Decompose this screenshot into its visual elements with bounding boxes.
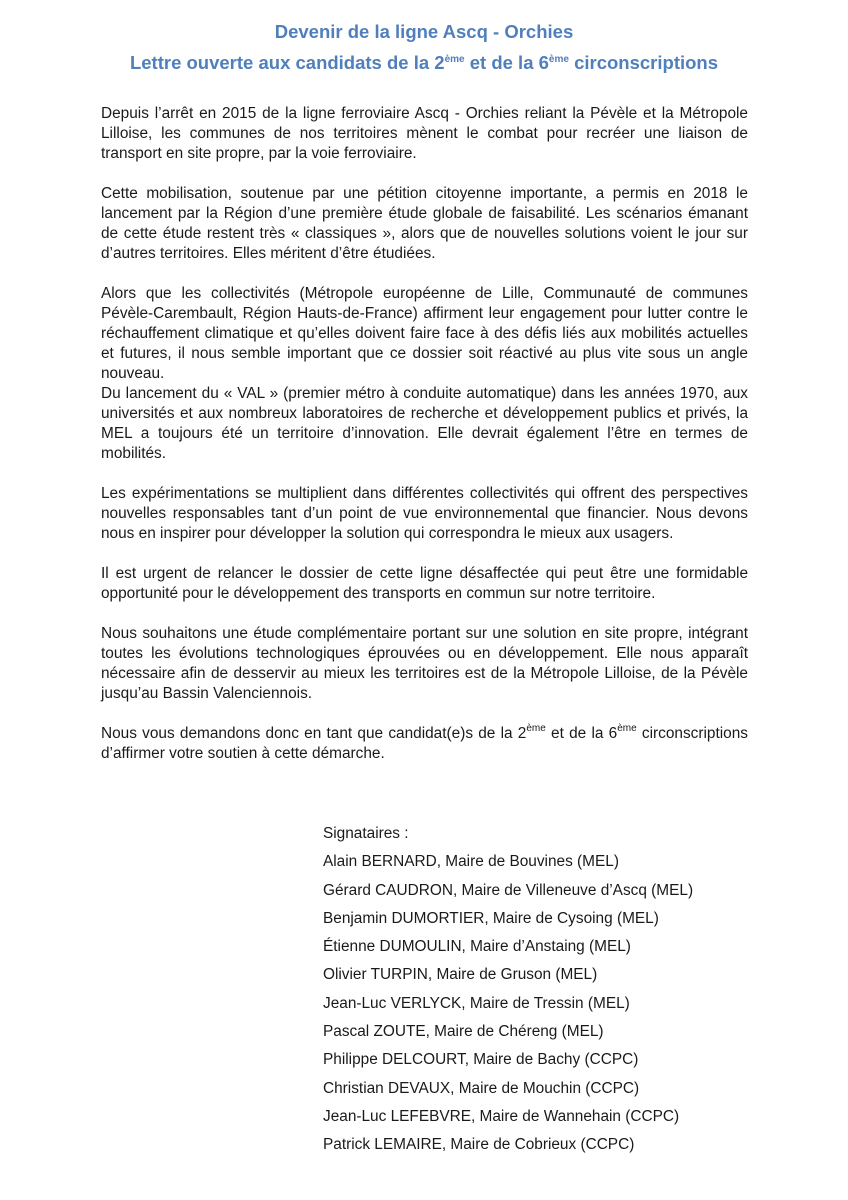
paragraph-4: Du lancement du « VAL » (premier métro à conduite automatique) dans les années 1970, aux universités et aux nombreux laboratoires de recherche et développement publics et privés, la MEL a toujours été un territoire d’innovation. Elle devrait également l’être en termes de mobilités. xyxy=(101,385,748,462)
document-title xyxy=(0,21,848,43)
signatory-item: Jean-Luc LEFEBVRE, Maire de Wannehain (CCPC) xyxy=(323,1107,680,1125)
paragraph-8-part-2: et de la 6 xyxy=(545,725,618,742)
paragraph-3: Alors que les collectivités (Métropole européenne de Lille, Communauté de communes Pévèle-Carembault, Région Hauts-de-France) affirment leur engagement pour lutter contre le réchauffement climatique et qu’elles doivent faire face à des défis liés aux mobilités actuelles et futures, il nous semble important que ce dossier soit réactivé au plus vite sous un angle nouveau. xyxy=(101,285,748,382)
signatory-item: Olivier TURPIN, Maire de Gruson (MEL) xyxy=(323,966,598,984)
paragraph-2: Cette mobilisation, soutenue par une pétition citoyenne importante, a permis en 2018 le lancement par la Région d’une première étude globale de faisabilité. Les scénarios émanant de cette étude restent très « classiques », alors que de nouvelles solutions voient le jour sur d’autres territoires. Elles méritent d’être étudiées. xyxy=(101,185,748,262)
paragraph-7: Nous souhaitons une étude complémentaire portant sur une solution en site propre, intégrant toutes les évolutions technologiques éprouvées ou en développement. Elle nous apparaît nécessaire afin de desservir au mieux les territoires est de la Métropole Lilloise, de la Pévèle jusqu’au Bassin Valenciennois. xyxy=(101,625,748,702)
signatory-item: Benjamin DUMORTIER, Maire de Cysoing (MEL) xyxy=(323,909,659,927)
paragraph-8-superscript-2: ème xyxy=(617,723,637,734)
signatory-item: Philippe DELCOURT, Maire de Bachy (CCPC) xyxy=(323,1051,639,1069)
signatory-item: Pascal ZOUTE, Maire de Chéreng (MEL) xyxy=(323,1023,604,1041)
paragraph-8-part-3: circonscriptions d’affirmer votre soutien à cette démarche. xyxy=(101,725,748,762)
signatory-item: Christian DEVAUX, Maire de Mouchin (CCPC) xyxy=(323,1079,640,1097)
signatory-item: Étienne DUMOULIN, Maire d’Anstaing (MEL) xyxy=(323,938,631,956)
subtitle-superscript-2: ème xyxy=(548,54,569,65)
paragraph-1: Depuis l’arrêt en 2015 de la ligne ferroviaire Ascq - Orchies reliant la Pévèle et la Métropole Lilloise, les communes de nos territoires mènent le combat pour recréer une liaison de transport en site propre, par la voie ferroviaire. xyxy=(101,105,748,162)
signatories-heading: Signataires : xyxy=(323,825,409,842)
letter-body xyxy=(101,104,748,784)
paragraph-5: Les expérimentations se multiplient dans différentes collectivités qui offrent des perspectives nouvelles responsables tant d’un point de vue environnemental que financier. Nous devons nous en inspirer pour développer la solution qui correspondra le mieux aux usagers. xyxy=(101,485,748,542)
subtitle-part-3: circonscriptions xyxy=(568,52,719,73)
subtitle-part-1: Lettre ouverte aux candidats de la 2 xyxy=(129,52,445,73)
signatory-item: Gérard CAUDRON, Maire de Villeneuve d’Ascq (MEL) xyxy=(323,881,694,899)
document-subtitle xyxy=(0,52,848,74)
signatory-item: Alain BERNARD, Maire de Bouvines (MEL) xyxy=(323,853,619,871)
document-title-text: Devenir de la ligne Ascq - Orchies xyxy=(274,21,574,42)
signatory-item: Jean-Luc VERLYCK, Maire de Tressin (MEL) xyxy=(323,994,630,1012)
signatories-block xyxy=(323,820,693,1160)
subtitle-superscript-1: ème xyxy=(444,54,465,65)
paragraph-8-part-1: Nous vous demandons donc en tant que candidat(e)s de la 2 xyxy=(101,725,527,742)
subtitle-part-2: et de la 6 xyxy=(464,52,549,73)
paragraph-8 xyxy=(101,724,748,764)
signatory-item: Patrick LEMAIRE, Maire de Cobrieux (CCPC) xyxy=(323,1136,635,1154)
paragraph-6: Il est urgent de relancer le dossier de cette ligne désaffectée qui peut être une formidable opportunité pour le développement des transports en commun sur notre territoire. xyxy=(101,565,748,602)
paragraph-8-superscript-1: ème xyxy=(526,723,546,734)
